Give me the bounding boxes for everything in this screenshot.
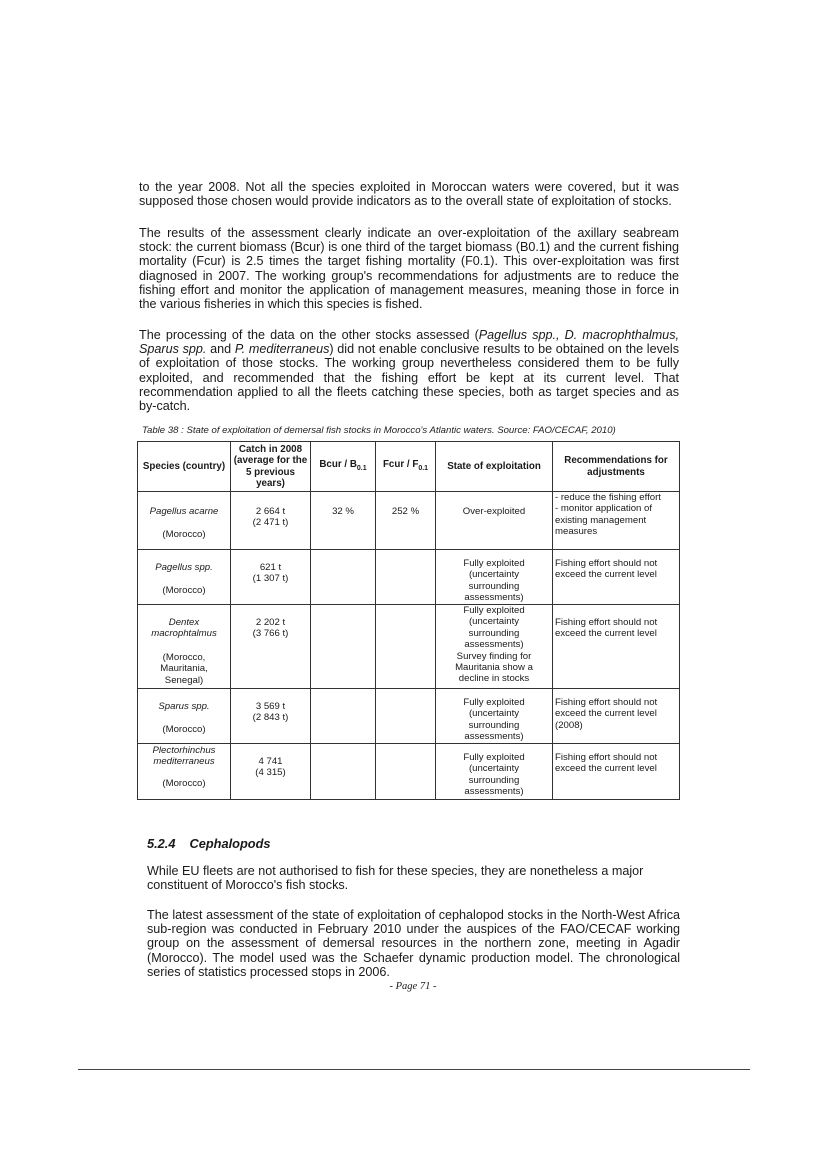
cell-recommendations: Fishing effort should not exceed the current level bbox=[553, 605, 680, 689]
cell-species bbox=[138, 492, 231, 550]
species-name: Plectorhinchus mediterraneus bbox=[152, 745, 216, 768]
catch-average: (2 843 t) bbox=[252, 712, 289, 724]
cell-recommendations: Fishing effort should not exceed the current level (2008) bbox=[553, 689, 680, 744]
section-title: Cephalopods bbox=[189, 836, 271, 851]
catch-average: (2 471 t) bbox=[252, 517, 289, 529]
species-name: P. mediterraneus bbox=[234, 342, 330, 357]
cell-species bbox=[138, 744, 231, 800]
cell-fcur bbox=[376, 550, 436, 605]
header-fcur bbox=[376, 442, 436, 492]
cell-species bbox=[138, 605, 231, 689]
cell-catch bbox=[231, 689, 311, 744]
paragraph-intro: to the year 2008. Not all the species exploited in Moroccan waters were covered, but it was supposed those chosen would provide indicators as to the overall state of exploitation of stocks. bbox=[139, 180, 679, 209]
cell-catch bbox=[231, 605, 311, 689]
bottom-rule bbox=[78, 1069, 750, 1070]
cell-catch bbox=[231, 744, 311, 800]
header-fcur-sub: 0.1 bbox=[418, 464, 429, 472]
header-recommendations: Recommendations for adjustments bbox=[553, 442, 680, 492]
species-country: (Morocco, Mauritania, Senegal) bbox=[160, 651, 208, 686]
catch-value: 3 569 t bbox=[255, 701, 286, 712]
page-number: - Page 71 - bbox=[389, 981, 437, 992]
table-row bbox=[138, 550, 680, 605]
cell-bcur bbox=[311, 605, 376, 689]
section-number: 5.2.4 bbox=[147, 836, 176, 851]
header-bcur bbox=[311, 442, 376, 492]
cell-fcur: 252 % bbox=[376, 492, 436, 550]
cell-species bbox=[138, 689, 231, 744]
table-row bbox=[138, 689, 680, 744]
species-names: Pagellus spp., D. macrophthalmus, Sparus spp. bbox=[139, 328, 679, 357]
species-name: Sparus spp. bbox=[158, 701, 210, 712]
header-bcur-label: Bcur / B bbox=[319, 458, 357, 470]
cell-state: Fully exploited (uncertainty surrounding assessments) bbox=[436, 689, 553, 744]
header-state: State of exploitation bbox=[436, 442, 553, 492]
cell-state: Fully exploited (uncertainty surrounding assessments) bbox=[436, 744, 553, 800]
cell-recommendations: Fishing effort should not exceed the current level bbox=[553, 744, 680, 800]
catch-value: 621 t bbox=[259, 562, 282, 573]
catch-value: 4 741 bbox=[258, 756, 283, 767]
text-run: ) did not enable conclusive results to be obtained on the levels of exploitation of those stocks. The working group nevertheless considered them to be fully exploited, and recommended that the fishing effort be kept at its current level. That recommendation applied to all the fleets catching these species, both as target species and as by-catch. bbox=[139, 342, 679, 414]
catch-average: (4 315) bbox=[255, 767, 286, 779]
catch-average: (1 307 t) bbox=[252, 573, 289, 585]
header-fcur-label: Fcur / F bbox=[382, 458, 419, 470]
cell-bcur bbox=[311, 744, 376, 800]
cell-state: Over-exploited bbox=[436, 492, 553, 550]
stock-exploitation-table bbox=[137, 441, 680, 800]
cell-fcur bbox=[376, 605, 436, 689]
section-heading bbox=[147, 836, 271, 851]
species-country: (Morocco) bbox=[162, 777, 206, 789]
cell-state: Fully exploited (uncertainty surrounding assessments) bbox=[436, 550, 553, 605]
recommendation-item: - reduce the fishing effort bbox=[555, 492, 661, 503]
cell-bcur: 32 % bbox=[311, 492, 376, 550]
species-name: Dentex macrophtalmus bbox=[151, 617, 217, 640]
cell-fcur bbox=[376, 744, 436, 800]
table-row bbox=[138, 744, 680, 800]
text-run: The processing of the data on the other stocks assessed ( bbox=[139, 328, 479, 342]
paragraph-assessment-results: The results of the assessment clearly indicate an over-exploitation of the axillary seabream stock: the current biomass (Bcur) is one third of the target biomass (B0.1) and the current fishing mortality (Fcur) is 2.5 times the target fishing mortality (F0.1). This over-exploitation was first diagnosed in 2007. The working group's recommendations for adjustments are to reduce the fishing effort and monitor the application of management measures, meaning those in force in the various fisheries in which this species is fished. bbox=[139, 226, 679, 312]
species-country: (Morocco) bbox=[162, 724, 206, 736]
cell-state: Fully exploited (uncertainty surrounding assessments) Survey finding for Mauritania show a decline in stocks bbox=[436, 605, 553, 689]
cell-catch bbox=[231, 550, 311, 605]
species-country: (Morocco) bbox=[162, 529, 206, 541]
cell-recommendations: Fishing effort should not exceed the current level bbox=[553, 550, 680, 605]
cell-catch bbox=[231, 492, 311, 550]
header-species: Species (country) bbox=[138, 442, 231, 492]
text-run: and bbox=[206, 342, 235, 357]
paragraph-other-stocks bbox=[139, 328, 679, 413]
table-header-row bbox=[138, 442, 680, 492]
species-name: Pagellus acarne bbox=[149, 506, 219, 517]
catch-value: 2 202 t bbox=[255, 617, 286, 628]
cell-bcur bbox=[311, 550, 376, 605]
header-bcur-sub: 0.1 bbox=[356, 464, 367, 472]
species-country: (Morocco) bbox=[162, 585, 206, 597]
recommendation-item: - monitor application of existing management measures bbox=[555, 503, 653, 538]
cell-bcur bbox=[311, 689, 376, 744]
paragraph-cephalopods-assessment: The latest assessment of the state of exploitation of cephalopod stocks in the North-West Africa sub-region was conducted in February 2010 under the auspices of the FAO/CECAF working group on the assessment of demersal resources in the northern zone, meeting in Agadir (Morocco). The model used was the Schaefer dynamic production model. The chronological series of statistics processed stops in 2006. bbox=[147, 908, 680, 979]
table-caption: Table 38 : State of exploitation of demersal fish stocks in Morocco's Atlantic waters. Source: FAO/CECAF, 2010) bbox=[142, 425, 616, 436]
catch-average: (3 766 t) bbox=[252, 628, 289, 640]
species-name: Pagellus spp. bbox=[155, 562, 213, 573]
cell-recommendations bbox=[553, 492, 680, 550]
cell-fcur bbox=[376, 689, 436, 744]
table-row bbox=[138, 605, 680, 689]
header-catch: Catch in 2008 (average for the 5 previous years) bbox=[231, 442, 311, 492]
paragraph-cephalopods-intro: While EU fleets are not authorised to fish for these species, they are nonetheless a major constituent of Morocco's fish stocks. bbox=[147, 864, 644, 893]
cell-species bbox=[138, 550, 231, 605]
catch-value: 2 664 t bbox=[255, 506, 286, 517]
table-row bbox=[138, 492, 680, 550]
